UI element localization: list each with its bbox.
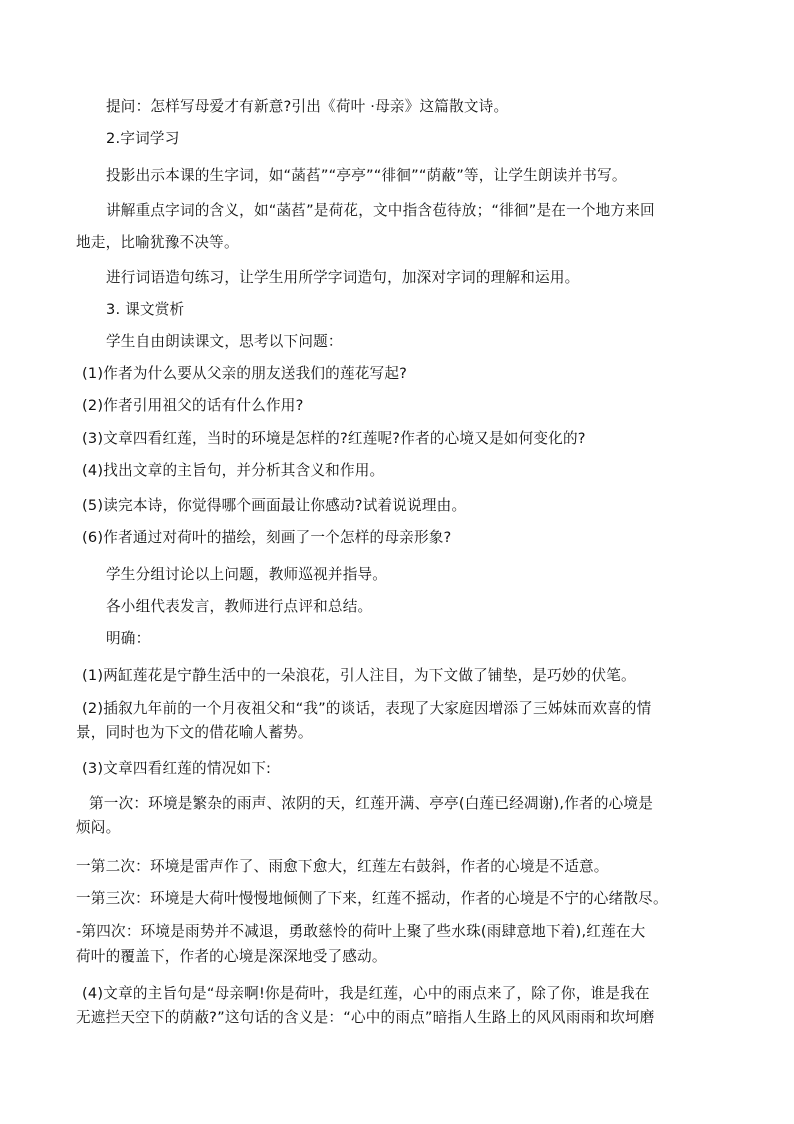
text-line: 地走，比喻犹豫不决等。 <box>76 234 239 251</box>
text-line: 一第三次：环境是大荷叶慢慢地倾侧了下来，红莲不摇动，作者的心境是不宁的心绪散尽。 <box>76 890 668 907</box>
question-item: (6)作者通过对荷叶的描绘，刻画了一个怎样的母亲形象? <box>82 529 452 546</box>
answer-item: (1)两缸莲花是宁静生活中的一朵浪花，引人注目，为下文做了铺垫，是巧妙的伏笔。 <box>82 667 636 684</box>
text-line: 讲解重点字词的含义，如“菡萏”是荷花，文中指含苞待放；“徘徊”是在一个地方来回 <box>106 202 655 219</box>
text-line: 学生自由朗读课文，思考以下问题： <box>106 333 343 350</box>
text-line: 投影出示本课的生字词，如“菡萏”“亭亭”“徘徊”“荫蔽”等，让学生朗读并书写。 <box>106 167 627 184</box>
text-line: 烦闷。 <box>76 819 121 836</box>
text-line: 第一次：环境是繁杂的雨声、浓阴的天，红莲开满、亭亭(白莲已经凋谢),作者的心境是 <box>89 795 653 812</box>
text-line: 提问：怎样写母爱才有新意?引出《荷叶 ·母亲》这篇散文诗。 <box>106 98 509 115</box>
text-line: 荷叶的覆盖下，作者的心境是深深地受了感动。 <box>76 948 387 965</box>
text-line: 无遮拦天空下的荫蔽?”这句话的含义是：“心中的雨点”暗指人生路上的风风雨雨和坎坷磨 <box>76 1009 655 1026</box>
question-item: (2)作者引用祖父的话有什么作用? <box>82 397 304 414</box>
text-line: -第四次：环境是雨势并不减退，勇敢慈怜的荷叶上聚了些水珠(雨肆意地下着),红莲在大 <box>76 923 646 940</box>
question-item: (4)找出文章的主旨句，并分析其含义和作用。 <box>82 462 385 479</box>
text-line: 景，同时也为下文的借花喻人蓄势。 <box>76 724 313 741</box>
text-line: 明确： <box>106 630 151 647</box>
text-line: 进行词语造句练习，让学生用所学字词造句，加深对字词的理解和运用。 <box>106 269 580 286</box>
text-line: 各小组代表发言，教师进行点评和总结。 <box>106 598 373 615</box>
question-item: (3)文章四看红莲，当时的环境是怎样的?红莲呢?作者的心境又是如何变化的? <box>82 430 586 447</box>
text-line: 学生分组讨论以上问题，教师巡视并指导。 <box>106 566 388 583</box>
question-item: (5)读完本诗，你觉得哪个画面最让你感动?试着说说理由。 <box>82 497 467 514</box>
answer-item: (3)文章四看红莲的情况如下: <box>82 760 272 777</box>
answer-item: (2)插叙九年前的一个月夜祖父和“我”的谈话，表现了大家庭因增添了三姊妹而欢喜的情 <box>82 700 652 717</box>
section-heading: 3. 课文赏析 <box>106 301 185 318</box>
question-item: (1)作者为什么要从父亲的朋友送我们的莲花写起? <box>82 365 408 382</box>
section-heading: 2.字词学习 <box>106 130 180 147</box>
answer-item: (4)文章的主旨句是“母亲啊!你是荷叶，我是红莲，心中的雨点来了，除了你，谁是我在 <box>82 985 650 1002</box>
text-line: 一第二次：环境是雷声作了、雨愈下愈大，红莲左右鼓斜，作者的心境是不适意。 <box>76 858 609 875</box>
